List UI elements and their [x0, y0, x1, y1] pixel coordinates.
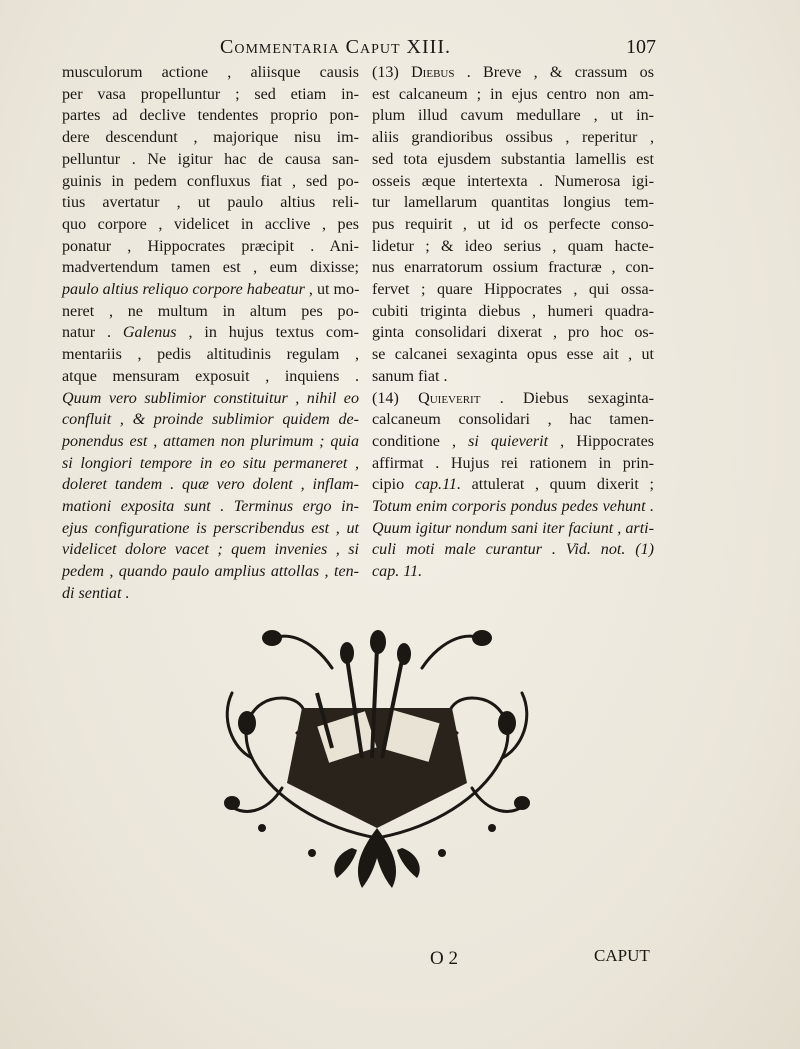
text-line: tius avertatur , ut paulo altius reli- [62, 194, 359, 212]
text-line: si longiori tempore in eo situ permaneret , [62, 454, 359, 472]
text-line: quo corpore , videlicet in acclive , pes [62, 215, 359, 233]
text-line: natur . Galenus , in hujus textus com- [62, 324, 359, 342]
text-line: fervet ; quare Hippocrates , qui ossa- [372, 281, 654, 299]
text-line: madvertendum tamen est , eum dixisse; [62, 259, 359, 277]
text-line: aliis grandioribus ossibus , reperitur , [372, 129, 654, 147]
text-line: neret , ne multum in altum pes po- [62, 302, 359, 320]
text-line: pus requirit , ut id os perfecte conso- [372, 215, 654, 233]
text-line: ponendus est , attamen non plurimum ; quia [62, 432, 359, 450]
text-line: calcaneum consolidari , hac tamen- [372, 411, 654, 429]
signature-mark: O 2 [430, 948, 458, 969]
text-line: ejus configuratione is perscribendus est , ut [62, 519, 359, 537]
text-line: culi moti male curantur . Vid. not. (1) [372, 541, 654, 559]
text-line: pelluntur . Ne igitur hac de causa san- [62, 150, 359, 168]
text-line: est calcaneum ; in ejus centro non am- [372, 85, 654, 103]
text-line: Quum vero sublimior constituitur , nihil eo [62, 389, 359, 407]
text-line: (13) Diebus . Breve , & crassum os [372, 64, 654, 81]
text-line: partes ad declive tendentes proprio pon- [62, 107, 359, 125]
text-line: (14) Quieverit . Diebus sexaginta- [372, 389, 654, 407]
text-line: plum illud cavum medullare , ut in- [372, 107, 654, 125]
page-number: 107 [626, 36, 656, 58]
baroque-vignette-ornament-icon [212, 598, 542, 898]
text-line: mationi exposita sunt . Terminus ergo in- [62, 498, 359, 516]
text-line: mentariis , pedis altitudinis regulam , [62, 346, 359, 364]
text-line: ponatur , Hippocrates præcipit . Ani- [62, 237, 359, 255]
text-line: conditione , si quieverit , Hippocrates [372, 432, 654, 450]
text-line: ginta consolidari dixerat , pro hoc os- [372, 324, 654, 342]
text-line: per vasa propelluntur ; sed etiam in- [62, 85, 359, 103]
text-line: cipio cap.11. attulerat , quum dixerit ; [372, 476, 654, 494]
catchword: CAPUT [594, 946, 650, 965]
right-column [372, 62, 654, 583]
text-line: musculorum actione , aliisque causis [62, 64, 359, 81]
text-line: dere descendunt , majorique nisu im- [62, 129, 359, 147]
text-line: confluit , & proinde sublimior quidem de- [62, 411, 359, 429]
text-line: Totum enim corporis pondus pedes vehunt . [372, 498, 654, 516]
text-line: se calcanei sexaginta opus esse ait , ut [372, 346, 654, 364]
text-line: lidetur ; & ideo serius , quam hacte- [372, 237, 654, 255]
text-line: sed tota ejusdem substantia lamellis est [372, 150, 654, 168]
text-line: osseis æque intertexta . Numerosa igi- [372, 172, 654, 190]
text-line: atque mensuram exposuit , inquiens . [62, 367, 359, 385]
text-line: tur lamellarum quantitas longius tem- [372, 194, 654, 212]
text-line: di sentiat . [62, 584, 130, 602]
left-column [62, 62, 359, 605]
running-header [220, 36, 656, 59]
text-line: Quum igitur nondum sani iter faciunt , arti- [372, 519, 654, 537]
text-line: cubiti triginta diebus , humeri quadra- [372, 302, 654, 320]
text-line: affirmat . Hujus rei rationem in prin- [372, 454, 654, 472]
text-line: pedem , quando paulo amplius attollas , ten- [62, 563, 359, 581]
text-line: nus enarratorum ossium fracturæ , con- [372, 259, 654, 277]
text-line: videlicet dolore vacet ; quem invenies , si [62, 541, 359, 559]
text-line: guinis in pedem confluxus fiat , sed po- [62, 172, 359, 190]
text-line: cap. 11. [372, 563, 423, 581]
text-line: paulo altius reliquo corpore habeatur , ut mo- [62, 281, 360, 299]
running-title: Commentaria Caput XIII. [220, 36, 451, 58]
text-line: doleret tandem . quæ vero dolent , inflam- [62, 476, 359, 494]
text-line: sanum fiat . [372, 367, 448, 385]
